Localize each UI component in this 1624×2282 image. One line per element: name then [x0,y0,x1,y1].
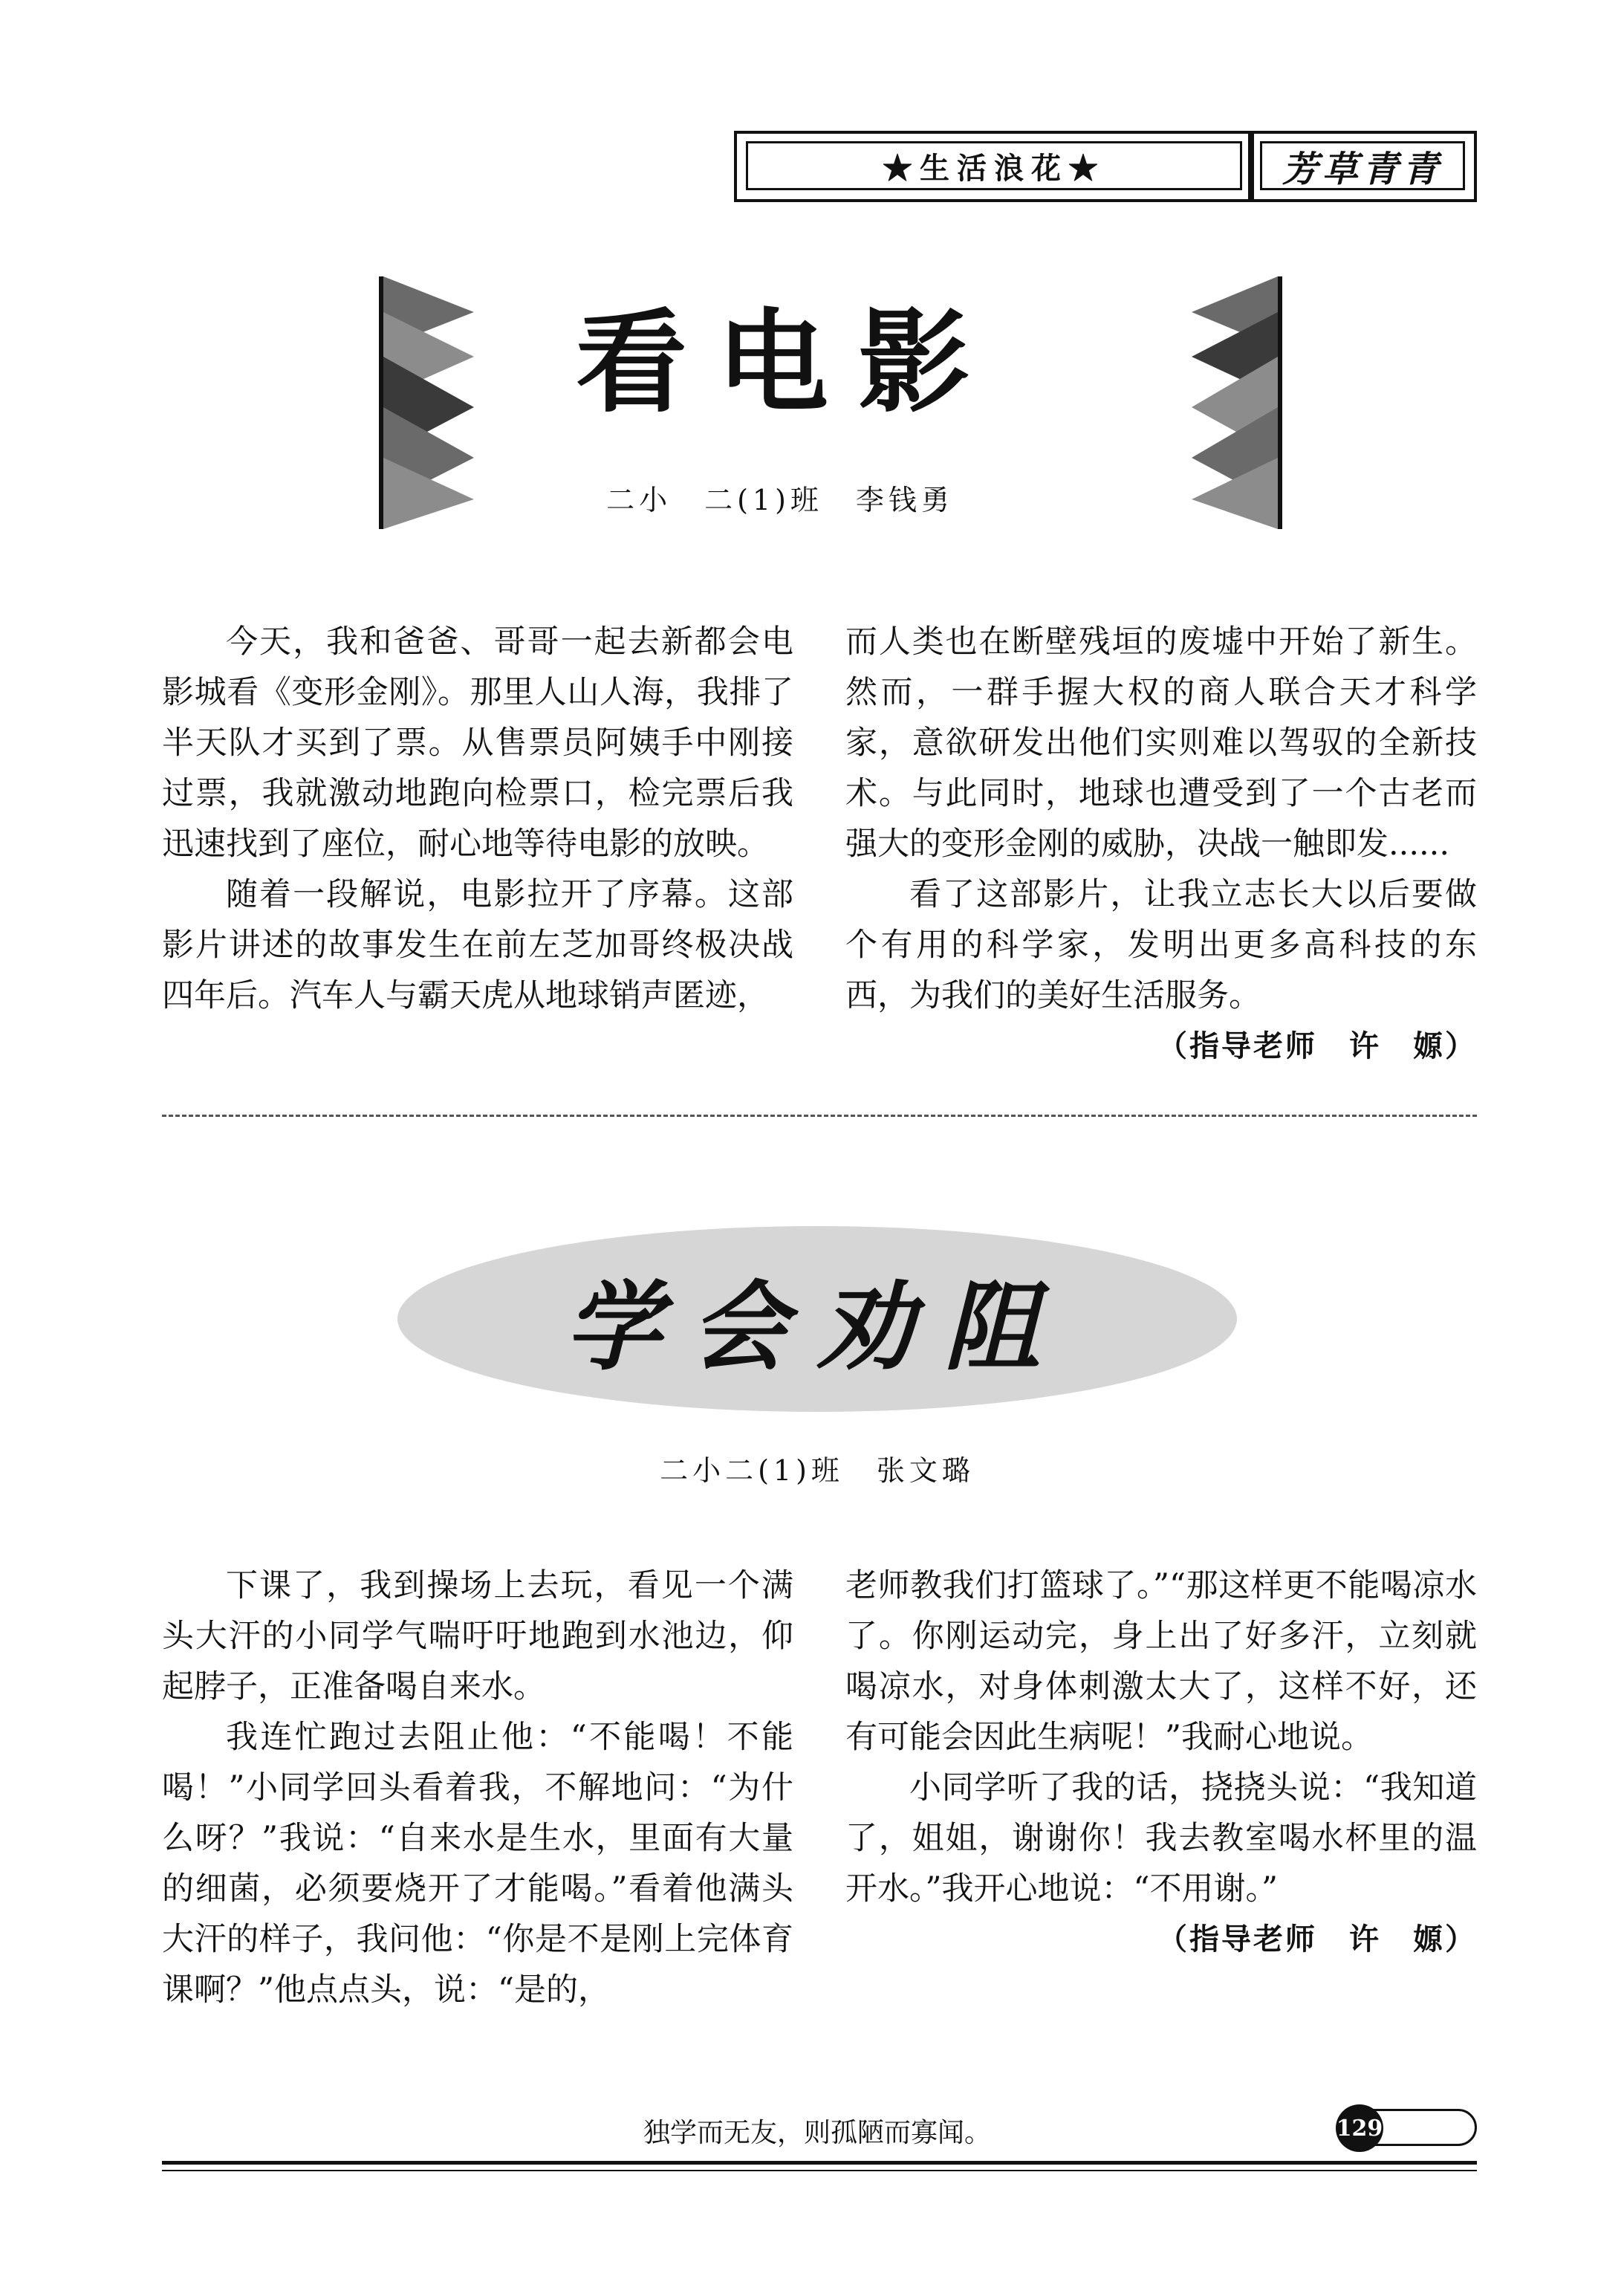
article1-paragraph: 而人类也在断壁残垣的废墟中开始了新生。然而，一群手握大权的商人联合天才科学家，意欲研发出他们实则难以驾驭的全新技术。与此同时，地球也遭受到了一个古老而强大的变形金刚的威胁，决战一触即发...... [845,623,1477,863]
article2-paragraph: 老师教我们打篮球了。”“那这样更不能喝凉水了。你刚运动完，身上出了好多汗，立刻就喝凉水，对身体刺激太大了，这样不好，还有可能会因此生病呢！”我耐心地说。 [845,1567,1477,1756]
article2-paragraph: 小同学听了我的话，挠挠头说：“我知道了，姐姐，谢谢你！我去教室喝水杯里的温开水。”我开心地说：“不用谢。” [845,1769,1477,1907]
article2-right-column [845,1560,1477,1965]
page-number: 129 [1336,2104,1383,2152]
section-divider [162,1115,1477,1117]
header-divider [1248,131,1254,202]
article1-title: 看电影 [575,297,999,428]
article2-paragraph: 下课了，我到操场上去玩，看见一个满头大汗的小同学气喘吁吁地跑到水池边，仰起脖子，正准备喝自来水。 [162,1567,793,1705]
article2-teacher: （指导老师 许 嫄） [1157,1922,1477,1957]
article1-byline: 二小 二(1)班 李钱勇 [606,484,954,516]
article1-paragraph: 今天，我和爸爸、哥哥一起去新都会电影城看《变形金刚》。那里人山人海，我排了半天队才买到了票。从售票员阿姨手中刚接过票，我就激动地跑向检票口，检完票后我迅速找到了座位，耐心地等待电影的放映。 [162,623,793,863]
article1-right-column [845,617,1477,1072]
right-triangle-decoration [1192,276,1284,529]
article1-left-column [162,617,793,1021]
article2-title: 学会劝阻 [564,1269,1070,1384]
article1-teacher: （指导老师 许 嫄） [1157,1029,1477,1063]
article2-left-column [162,1560,793,2015]
article2-paragraph: 我连忙跑过去阻止他：“不能喝！不能喝！”小同学回头看着我，不解地问：“为什么呀？”我说：“自来水是生水，里面有大量的细菌，必须要烧开了才能喝。”看着他满头大汗的样子，我问他：“你是不是刚上完体育课啊？”他点点头，说：“是的， [162,1719,793,2009]
footer-motto: 独学而无友，则孤陋而寡闻。 [643,2118,991,2148]
section-label: ★生活浪花★ [746,141,1242,190]
article2-byline: 二小二(1)班 张文璐 [660,1454,975,1487]
footer-rule-thin [162,2170,1477,2171]
article1-paragraph: 随着一段解说，电影拉开了序幕。这部影片讲述的故事发生在前左芝加哥终极决战四年后。汽车人与霸天虎从地球销声匿迹， [162,876,793,1014]
article1-paragraph: 看了这部影片，让我立志长大以后要做个有用的科学家，发明出更多高科技的东西，为我们的美好生活服务。 [845,876,1477,1014]
footer-rule-thick [162,2161,1477,2165]
magazine-name: 芳草青青 [1260,141,1465,190]
